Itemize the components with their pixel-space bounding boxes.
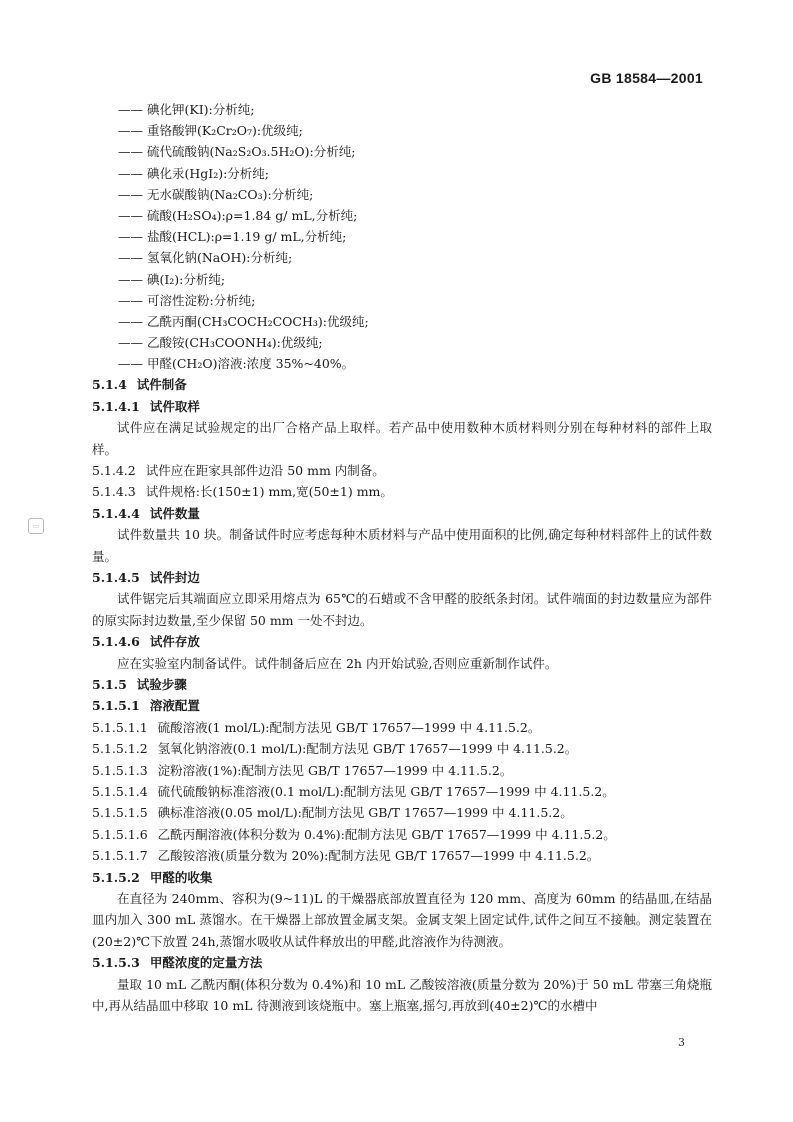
heading-title: 试件存放 — [149, 634, 200, 650]
clause-text: 淀粉溶液(1%):配制方法见 GB/T 17657—1999 中 4.11.5.2。 — [157, 762, 513, 778]
clause-number: 5.1.4.4 — [92, 505, 140, 521]
clause-number: 5.1.5 — [92, 677, 127, 693]
paragraph: 应在实验室内制备试件。试件制备后应在 2h 内开始试验,否则应重新制作试件。 — [117, 655, 558, 671]
clause-number: 5.1.5.1.2 — [92, 741, 148, 757]
clause-number: 5.1.4.2 — [92, 463, 136, 479]
standard-code: GB 18584—2001 — [590, 70, 703, 86]
section-heading — [92, 867, 712, 888]
paragraph: 试件数量共 10 块。制备试件时应考虑每种木质材料与产品中使用面积的比例,确定每种材料部件上的试件数量。 — [92, 527, 712, 564]
reagent-item: —— 碘化钾(KI):分析纯; — [118, 102, 255, 117]
heading-title: 试件封边 — [149, 570, 200, 586]
section-heading — [92, 374, 712, 395]
reagent-item: —— 硫酸(H₂SO₄):ρ=1.84 g/ mL,分析纯; — [118, 207, 358, 223]
reagent-item: —— 无水碳酸钠(Na₂CO₃):分析纯; — [118, 186, 314, 202]
clause-text: 试件规格:长(150±1) mm,宽(50±1) mm。 — [145, 484, 393, 500]
reagent-item: —— 碘(I₂):分析纯; — [118, 271, 226, 287]
clause-item — [92, 717, 712, 738]
clause-item — [92, 481, 712, 502]
heading-title: 试件制备 — [136, 377, 187, 393]
clause-number: 5.1.5.1.4 — [92, 783, 148, 799]
reagent-list — [92, 99, 712, 374]
heading-title: 试验步骤 — [136, 677, 187, 693]
clause-text: 氢氧化钠溶液(0.1 mol/L):配制方法见 GB/T 17657—1999 中 4.11.5.2。 — [157, 741, 578, 757]
clause-text: 硫酸溶液(1 mol/L):配制方法见 GB/T 17657—1999 中 4.11.5.2。 — [157, 719, 541, 735]
clause-number: 5.1.5.3 — [92, 955, 140, 971]
reagent-item: —— 乙酰丙酮(CH₃COCH₂COCH₃):优级纯; — [118, 313, 369, 329]
reagent-item: —— 盐酸(HCL):ρ=1.19 g/ mL,分析纯; — [118, 229, 347, 245]
reagent-item: —— 硫代硫酸钠(Na₂S₂O₃.5H₂O):分析纯; — [118, 144, 356, 160]
clause-number: 5.1.4.6 — [92, 634, 140, 650]
section-heading — [92, 567, 712, 588]
clause-number: 5.1.5.1.3 — [92, 762, 148, 778]
clause-item — [92, 802, 712, 823]
section-heading — [92, 631, 712, 652]
section-heading — [92, 952, 712, 973]
clause-item — [92, 760, 712, 781]
clause-text: 乙酰丙酮溶液(体积分数为 0.4%):配制方法见 GB/T 17657—1999 中 4.11.5.2。 — [157, 826, 616, 842]
clause-item — [92, 845, 712, 866]
section-list — [92, 374, 712, 1016]
paragraph: 试件应在满足试验规定的出厂合格产品上取样。若产品中使用数种木质材料则分别在每种材料的部件上取样。 — [92, 420, 712, 457]
page-number: 3 — [678, 1036, 685, 1049]
clause-number: 5.1.5.1.5 — [92, 805, 148, 821]
section-heading — [92, 396, 712, 417]
reagent-item: —— 碘化汞(HgI₂):分析纯; — [118, 165, 270, 181]
section-heading — [92, 674, 712, 695]
clause-text: 乙酸铵溶液(质量分数为 20%):配制方法见 GB/T 17657—1999 中 4.11.5.2。 — [157, 848, 600, 864]
clause-number: 5.1.4.5 — [92, 570, 140, 586]
clause-item — [92, 824, 712, 845]
clause-number: 5.1.5.1.6 — [92, 826, 148, 842]
clause-number: 5.1.5.1.7 — [92, 848, 148, 864]
heading-title: 溶液配置 — [149, 698, 200, 714]
reagent-item: —— 甲醛(CH₂O)溶液:浓度 35%~40%。 — [118, 356, 355, 372]
heading-title: 甲醛的收集 — [149, 869, 213, 885]
section-heading — [92, 503, 712, 524]
heading-title: 试件取样 — [149, 398, 200, 414]
clause-text: 试件应在距家具部件边沿 50 mm 内制备。 — [145, 463, 385, 479]
heading-title: 试件数量 — [149, 505, 200, 521]
section-heading — [92, 695, 712, 716]
heading-title: 甲醛浓度的定量方法 — [149, 955, 263, 971]
document-body — [92, 99, 712, 1016]
margin-stamp-icon: ▭ — [28, 518, 44, 534]
reagent-item: —— 乙酸铵(CH₃COONH₄):优级纯; — [118, 335, 323, 351]
paragraph: 在直径为 240mm、容积为(9~11)L 的干燥器底部放置直径为 120 mm、高度为 60mm 的结晶皿,在结晶皿内加入 300 mL 蒸馏水。在干燥器上部放置金属支架。金属支架上固定试件,试件之间互不接触。测定装置在(20±2)℃下放置 24h,蒸馏水吸收从试件释放出的甲醛,此溶液作为待测液。 — [92, 890, 712, 949]
clause-item — [92, 738, 712, 759]
clause-number: 5.1.5.2 — [92, 869, 140, 885]
clause-text: 碘标准溶液(0.05 mol/L):配制方法见 GB/T 17657—1999 中 4.11.5.2。 — [157, 805, 573, 821]
reagent-item: —— 重铬酸钾(K₂Cr₂O₇):优级纯; — [118, 123, 303, 139]
clause-item — [92, 460, 712, 481]
clause-number: 5.1.4.1 — [92, 398, 140, 414]
clause-number: 5.1.5.1 — [92, 698, 140, 714]
clause-number: 5.1.5.1.1 — [92, 719, 148, 735]
reagent-item: —— 氢氧化钠(NaOH):分析纯; — [118, 250, 293, 266]
paragraph: 量取 10 mL 乙酰丙酮(体积分数为 0.4%)和 10 mL 乙酸铵溶液(质量分数为 20%)于 50 mL 带塞三角烧瓶中,再从结晶皿中移取 10 mL 待测液到该烧瓶中。塞上瓶塞,摇匀,再放到(40±2)℃的水槽中 — [92, 976, 712, 1013]
clause-item — [92, 781, 712, 802]
clause-number: 5.1.4 — [92, 377, 127, 393]
paragraph: 试件锯完后其端面应立即采用熔点为 65℃的石蜡或不含甲醛的胶纸条封闭。试件端面的封边数量应为部件的原实际封边数量,至少保留 50 mm 一处不封边。 — [92, 591, 712, 628]
reagent-item: —— 可溶性淀粉:分析纯; — [118, 292, 256, 308]
clause-text: 硫代硫酸钠标准溶液(0.1 mol/L):配制方法见 GB/T 17657—1999 中 4.11.5.2。 — [157, 783, 615, 799]
clause-number: 5.1.4.3 — [92, 484, 136, 500]
